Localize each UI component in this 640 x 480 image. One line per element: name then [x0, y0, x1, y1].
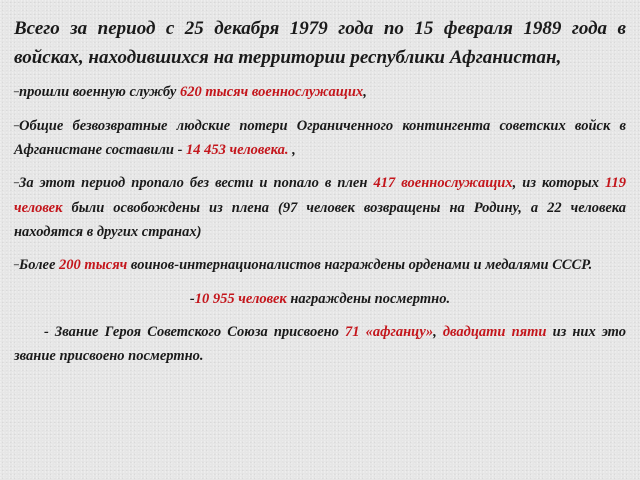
- highlight-number: 620 тысяч военнослужащих: [179, 84, 364, 100]
- text-run: -: [189, 290, 195, 307]
- bullet-marker: –: [14, 178, 19, 190]
- posthumous-line: [14, 287, 626, 311]
- hero-paragraph: [14, 320, 626, 368]
- highlight-number: 417 военнослужащих: [373, 175, 513, 192]
- bullet-awards: [14, 253, 626, 278]
- text-run: награждены посмертно.: [286, 290, 451, 307]
- text-run: , из которых: [512, 175, 606, 192]
- text-run: были освобождены из плена (97 человек возвращены на Родину, а 22 человека находятся в других странах): [14, 200, 626, 241]
- bullet-losses: [14, 114, 626, 163]
- highlight-number: 10 955 человек: [194, 290, 287, 307]
- text-run: За этот период пропало без вести и попало в плен: [19, 175, 374, 192]
- bullet-marker: –: [14, 259, 19, 271]
- text-run: прошли военную службу: [19, 84, 180, 100]
- text-run: Более: [19, 257, 60, 274]
- text-run: из них это звание присвоено посмертно.: [14, 323, 626, 364]
- highlight-number: 71 «афганцу»: [345, 323, 434, 340]
- bullet-marker: –: [14, 120, 19, 132]
- highlight-number: двадцати пяти: [442, 323, 547, 340]
- bullet-military-service: [14, 80, 626, 105]
- text-run: ,: [433, 323, 443, 340]
- heading-paragraph: Всего за период с 25 декабря 1979 года по 15 февраля 1989 года в войсках, находившихся на территории республики Афганистан,: [14, 18, 626, 68]
- highlight-number: 119 человек: [14, 175, 626, 217]
- highlight-number: 200 тысяч: [59, 257, 128, 274]
- slide-content: [14, 14, 626, 377]
- highlight-number: 14 453 человека.: [186, 142, 289, 159]
- text-run: Общие безвозвратные людские потери Ограниченного контингента советских войск в Афганистане составили -: [14, 117, 626, 159]
- text-run: ,: [288, 142, 296, 159]
- bullet-marker: –: [14, 86, 19, 98]
- text-run: воинов-интернационалистов награждены орденами и медалями СССР.: [127, 257, 593, 274]
- text-run: ,: [363, 84, 367, 100]
- text-run: - Звание Героя Советского Союза присвоено: [44, 323, 346, 340]
- bullet-missing: [14, 171, 626, 244]
